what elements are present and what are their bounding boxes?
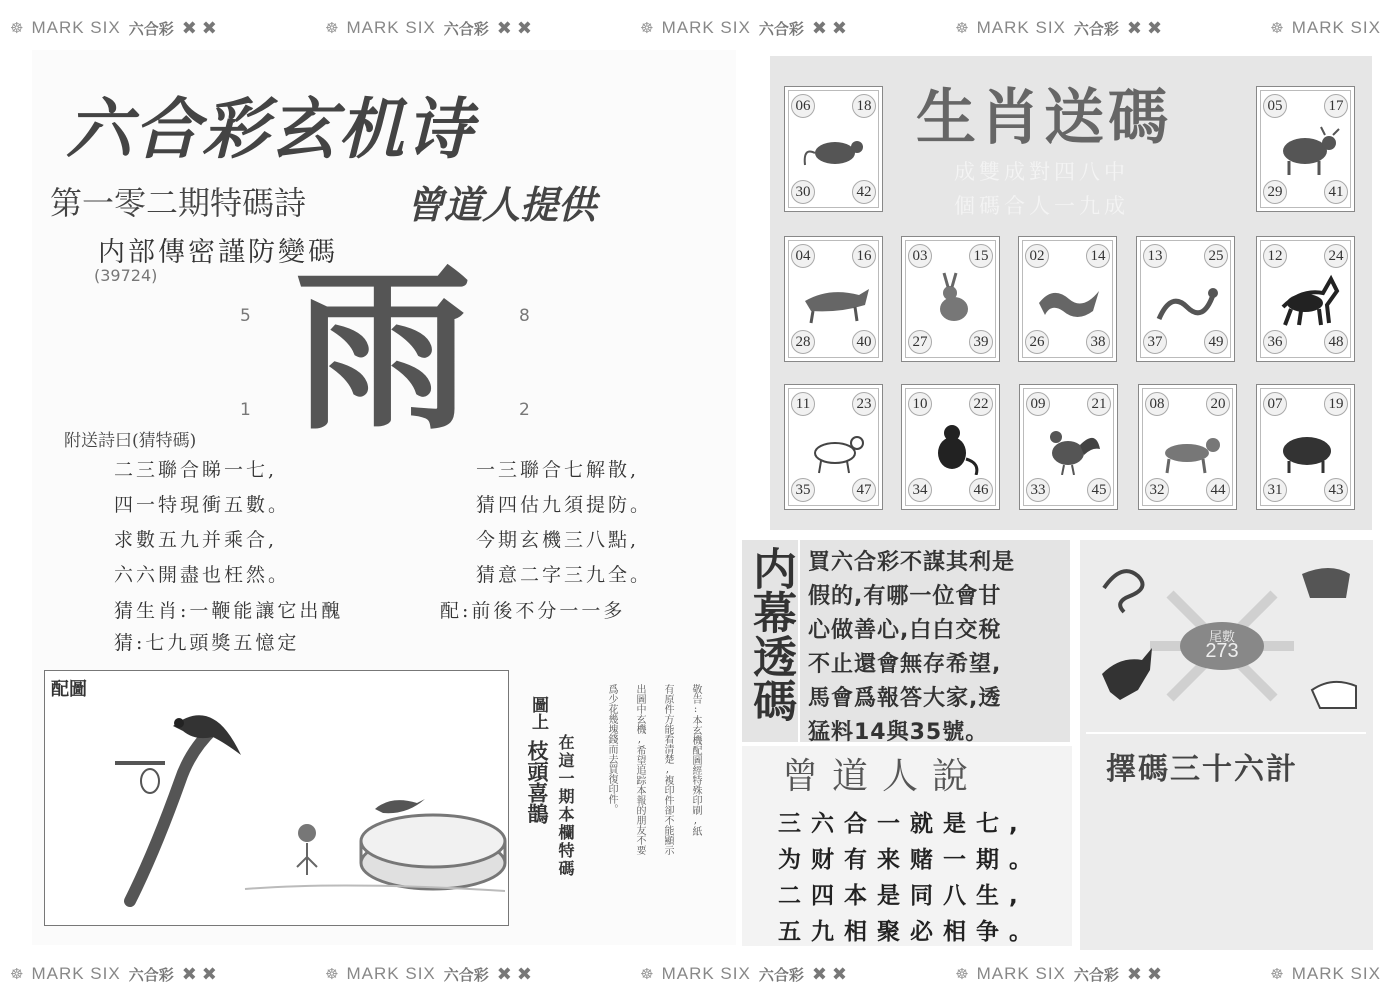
promo-line: 猛料14與35號。 — [808, 720, 989, 745]
border-unit — [10, 964, 217, 985]
zodiac-card-horse — [1256, 236, 1355, 362]
mark-six-cn: 六合彩 — [1073, 966, 1119, 984]
zodiac-number: 22 — [969, 392, 993, 416]
zodiac-number: 10 — [908, 392, 932, 416]
mark-six-text: MARK SIX — [31, 964, 121, 983]
mark-six-logo-icon: ☸ — [10, 20, 24, 37]
pair-hint-line: 配:前後不分一一多 — [440, 600, 626, 622]
issue-title: 第一零二期特碼詩 — [50, 184, 307, 222]
saying-line: 二四本是同八生, — [778, 883, 1028, 909]
zodiac-hint-line: 猜生肖:一鞭能讓它出醜 — [114, 600, 344, 622]
zodiac-number: 28 — [791, 330, 815, 354]
zodiac-card-snake — [1136, 236, 1235, 362]
magpie-illustration — [45, 671, 507, 923]
mark-six-text: MARK SIX — [1291, 18, 1381, 37]
zodiac-number: 42 — [852, 180, 876, 204]
horse-icon — [1271, 271, 1343, 327]
cross-icon: ✖ ✖ — [496, 963, 532, 984]
zodiac-number: 32 — [1145, 478, 1169, 502]
zodiac-number: 13 — [1143, 244, 1167, 268]
mark-six-cn: 六合彩 — [1073, 20, 1119, 38]
tail-label: 尾數 — [1208, 629, 1235, 644]
poem-line: 猜意二字三九全。 — [476, 564, 653, 586]
mark-six-logo-icon: ☸ — [640, 966, 654, 983]
saying-line: 三六合一就是七, — [778, 811, 1028, 837]
zodiac-number: 29 — [1263, 180, 1287, 204]
zodiac-number: 21 — [1087, 392, 1111, 416]
caption-a: 圖上 — [528, 696, 548, 730]
notice-line-2: 有原件方能看清楚,複印件卻不能顯示 — [662, 684, 673, 855]
promo-line: 不止還會無存希望, — [808, 652, 1002, 677]
dragon-icon — [1033, 271, 1105, 327]
ox-icon — [1271, 121, 1343, 177]
zodiac-number: 15 — [969, 244, 993, 268]
zodiac-number: 34 — [908, 478, 932, 502]
zodiac-number: 43 — [1324, 478, 1348, 502]
zodiac-number: 48 — [1324, 330, 1348, 354]
poem-right-column — [476, 453, 652, 593]
zodiac-number: 17 — [1324, 94, 1348, 118]
border-unit — [325, 18, 532, 39]
rabbit-icon — [916, 271, 988, 327]
border-unit — [640, 964, 847, 985]
saying-line: 五九相聚必相争。 — [778, 919, 1042, 945]
zodiac-number: 23 — [852, 392, 876, 416]
tail-number-badge — [1180, 622, 1264, 670]
last-hint-line: 猜:七九頭獎五憶定 — [114, 632, 300, 654]
promo-line: 馬會爲報答大家,透 — [808, 686, 1002, 711]
zodiac-number: 37 — [1143, 330, 1167, 354]
bottom-border-strip — [0, 954, 1391, 992]
poem-line: 求數五九并乘合, — [114, 529, 278, 551]
inside-label-box — [742, 540, 798, 742]
mark-six-cn: 六合彩 — [443, 20, 489, 38]
mark-six-logo-icon: ☸ — [955, 20, 969, 37]
zodiac-number: 38 — [1086, 330, 1110, 354]
zodiac-number: 18 — [852, 94, 876, 118]
saying-title: 曾道人說 — [782, 756, 983, 797]
zodiac-number: 05 — [1263, 94, 1287, 118]
zodiac-card-monkey — [901, 384, 1000, 510]
border-unit — [955, 18, 1162, 39]
mark-six-logo-icon: ☸ — [325, 966, 339, 983]
caption-c: 在這一期本欄特碼 — [556, 734, 575, 878]
cross-icon: ✖ ✖ — [496, 17, 532, 38]
zodiac-number: 40 — [852, 330, 876, 354]
zodiac-title: 生肖送碼 — [916, 83, 1172, 153]
zodiac-number: 49 — [1204, 330, 1228, 354]
poem-line: 二三聯合睇一七, — [114, 459, 278, 481]
zodiac-number: 41 — [1324, 180, 1348, 204]
mark-six-text: MARK SIX — [346, 964, 436, 983]
zodiac-number: 27 — [908, 330, 932, 354]
zodiac-number: 24 — [1324, 244, 1348, 268]
border-unit — [325, 964, 532, 985]
zodiac-number: 46 — [969, 478, 993, 502]
mark-six-cn: 六合彩 — [128, 966, 174, 984]
notice-line-1: 敬告:本玄機配圖經特殊印刷,紙 — [690, 684, 701, 836]
zodiac-number: 08 — [1145, 392, 1169, 416]
zodiac-number: 47 — [852, 478, 876, 502]
poem-line: 四一特現衝五數。 — [114, 494, 291, 516]
mark-six-logo-icon: ☸ — [955, 966, 969, 983]
mark-six-text: MARK SIX — [661, 964, 751, 983]
mark-six-text: MARK SIX — [976, 964, 1066, 983]
zodiac-card-dragon — [1018, 236, 1117, 362]
zodiac-card-dog — [1138, 384, 1237, 510]
zodiac-number: 04 — [791, 244, 815, 268]
special-character: 雨 — [294, 247, 472, 454]
zodiac-number: 45 — [1087, 478, 1111, 502]
corner-number-tl: 5 — [240, 306, 251, 326]
zodiac-number: 33 — [1026, 478, 1050, 502]
inside-promo-text — [800, 540, 1070, 745]
cross-icon: ✖ ✖ — [811, 17, 848, 38]
poem-header: 附送詩曰(猜特碼) — [64, 431, 197, 451]
promo-line: 買六合彩不謀其利是 — [808, 550, 1016, 575]
tiger-icon — [799, 271, 871, 327]
corner-number-tr: 8 — [519, 306, 530, 326]
corner-number-br: 2 — [519, 400, 530, 420]
border-unit — [1270, 964, 1381, 984]
rooster-icon — [1034, 419, 1106, 475]
zodiac-number: 19 — [1324, 392, 1348, 416]
rat-icon — [799, 121, 871, 177]
left-panel — [32, 50, 736, 945]
corner-number-bl: 1 — [240, 400, 251, 420]
cross-icon: ✖ ✖ — [1126, 963, 1163, 984]
poem-line: 猜四估九須提防。 — [476, 494, 653, 516]
border-unit — [1270, 18, 1381, 38]
mark-six-logo-icon: ☸ — [640, 20, 654, 37]
zodiac-number: 16 — [852, 244, 876, 268]
zodiac-number: 12 — [1263, 244, 1287, 268]
saying-line: 为财有来赌一期。 — [778, 847, 1042, 873]
snake-icon — [1151, 271, 1223, 327]
border-unit — [955, 964, 1162, 985]
tail-number-panel — [1080, 540, 1373, 950]
zodiac-number: 02 — [1025, 244, 1049, 268]
divider — [1086, 732, 1366, 734]
mark-six-text: MARK SIX — [976, 18, 1066, 37]
secret-line: 内部傳密謹防變碼 — [98, 237, 338, 268]
mark-six-logo-icon: ☸ — [325, 20, 339, 37]
zodiac-number: 11 — [791, 392, 815, 416]
zodiac-card-tiger — [784, 236, 883, 362]
mark-six-text: MARK SIX — [661, 18, 751, 37]
zodiac-card-rooster — [1019, 384, 1118, 510]
border-unit — [10, 18, 217, 39]
zodiac-card-goat — [784, 384, 883, 510]
zodiac-number: 36 — [1263, 330, 1287, 354]
cross-icon: ✖ ✖ — [811, 963, 848, 984]
poem-line: 今期玄機三八點, — [476, 529, 640, 551]
saying-lines — [778, 806, 1042, 950]
mark-six-cn: 六合彩 — [758, 20, 804, 38]
mark-six-logo-icon: ☸ — [10, 966, 24, 983]
zodiac-number: 06 — [791, 94, 815, 118]
mark-six-logo-icon: ☸ — [1270, 966, 1284, 983]
page-title: 六合彩玄机诗 — [66, 91, 474, 168]
notice-line-4: 爲少花幾塊錢而去買復印件。 — [606, 684, 617, 814]
zodiac-number: 31 — [1263, 478, 1287, 502]
promo-line: 心做善心,白白交稅 — [808, 618, 1002, 643]
zodiac-card-ox — [1256, 86, 1355, 212]
poem-line: 六六開盡也枉然。 — [114, 564, 291, 586]
zodiac-card-rat — [784, 86, 883, 212]
caption-b: 枝頭喜鵲 — [525, 740, 550, 824]
zodiac-number: 26 — [1025, 330, 1049, 354]
zodiac-number: 39 — [969, 330, 993, 354]
cross-icon: ✖ ✖ — [181, 963, 217, 984]
goat-icon — [799, 419, 871, 475]
zodiac-number: 03 — [908, 244, 932, 268]
mark-six-cn: 六合彩 — [758, 966, 804, 984]
zodiac-subtitle-1: 成雙成對四八中 — [954, 160, 1129, 184]
pig-icon — [1271, 419, 1343, 475]
cross-icon: ✖ ✖ — [1126, 17, 1163, 38]
mark-six-cn: 六合彩 — [443, 966, 489, 984]
poem-line: 一三聯合七解散, — [476, 459, 640, 481]
mark-six-cn: 六合彩 — [128, 20, 174, 38]
zodiac-card-pig — [1256, 384, 1355, 510]
cross-icon: ✖ ✖ — [181, 17, 217, 38]
zodiac-number: 20 — [1206, 392, 1230, 416]
promo-line: 假的,有哪一位會甘 — [808, 584, 1002, 609]
mark-six-logo-icon: ☸ — [1270, 20, 1284, 37]
top-border-strip — [0, 8, 1391, 48]
inside-label: 内幕透碼 — [745, 546, 796, 722]
picture-box — [44, 670, 509, 926]
poem-left-column — [114, 453, 290, 593]
dog-icon — [1153, 419, 1225, 475]
zodiac-panel — [770, 56, 1372, 530]
zodiac-subtitle-2: 個碼合人一九成 — [954, 194, 1129, 218]
notice-line-3: 出圖中玄機,希望追踪本報的朋友不要 — [634, 684, 645, 855]
zodiac-number: 09 — [1026, 392, 1050, 416]
tail-value: 273 — [1205, 640, 1239, 662]
code-reference: (39724) — [94, 266, 158, 285]
zodiac-number: 07 — [1263, 392, 1287, 416]
zodiac-number: 44 — [1206, 478, 1230, 502]
zodiac-number: 30 — [791, 180, 815, 204]
zodiac-number: 25 — [1204, 244, 1228, 268]
mark-six-text: MARK SIX — [1291, 964, 1381, 983]
picture-label: 配圖 — [51, 679, 87, 700]
mark-six-text: MARK SIX — [346, 18, 436, 37]
zodiac-card-rabbit — [901, 236, 1000, 362]
mark-six-text: MARK SIX — [31, 18, 121, 37]
border-unit — [640, 18, 847, 39]
monkey-icon — [916, 419, 988, 475]
strategy-title: 擇碼三十六計 — [1106, 752, 1298, 787]
provider-label: 曾道人提供 — [406, 183, 597, 227]
zodiac-number: 35 — [791, 478, 815, 502]
zodiac-number: 14 — [1086, 244, 1110, 268]
saying-box — [742, 746, 1072, 946]
